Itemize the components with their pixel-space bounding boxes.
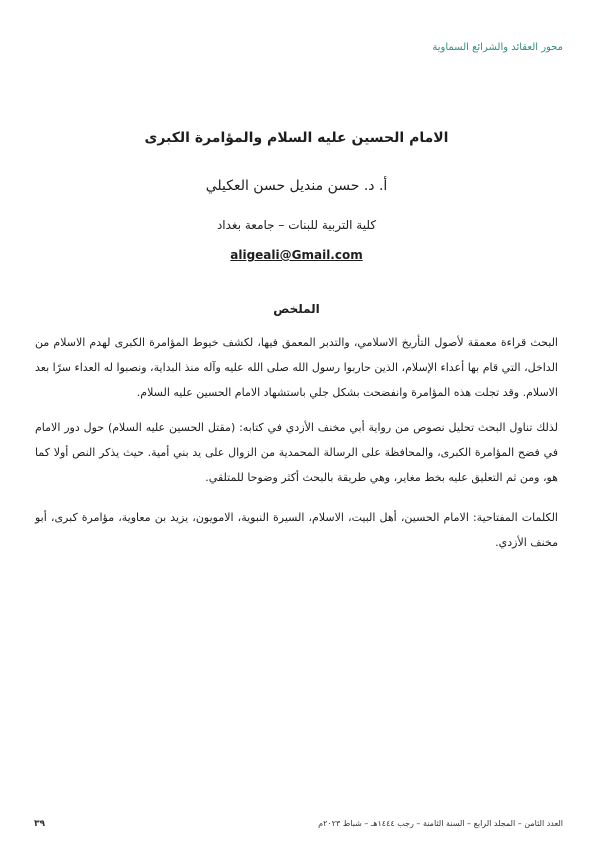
author-affiliation: كلية التربية للبنات – جامعة بغداد xyxy=(216,218,377,232)
abstract-paragraph-2 xyxy=(35,415,558,490)
running-head: محور العقائد والشرائع السماوية xyxy=(432,42,563,53)
abstract-heading: الملخص xyxy=(273,302,320,316)
author-email-link[interactable]: aligeali@Gmail.com xyxy=(230,248,363,262)
abstract-paragraph-1-text: البحث قراءة معمقة لأصول التأريخ الاسلامي، والتدبر المعمق فيها، لكشف خيوط المؤامرة الكبرى لهدم الاسلام من الداخل، التي قام بها أعداء الإسلام، الذين حاربوا رسول الله صلى الله عليه وآله منذ البداية، ونصبوا له العداء سرًا بعد الاسلام. وقد تجلت هذه المؤامرة وانفضحت بشكل جلي باستشهاد الامام الحسين عليه السلام. xyxy=(35,336,558,399)
author-name: أ. د. حسن منديل حسن العكيلي xyxy=(205,178,388,194)
abstract-paragraph-1 xyxy=(35,330,558,405)
keywords: الكلمات المفتاحية: الامام الحسين، أهل البيت، الاسلام، السيرة النبوية، الامويون، يزيد بن معاوية، مؤامرة كبرى، أبو مخنف الأزدي. xyxy=(35,511,558,549)
journal-footer: العدد الثامن – المجلد الرابع – السنة الثامنة – رجب ١٤٤٤هـ – شباط ٢٠٢٣م xyxy=(318,819,563,828)
paper-title: الامام الحسين عليه السلام والمؤامرة الكبرى xyxy=(144,130,449,146)
page-number: ٣٩ xyxy=(34,819,45,829)
abstract-paragraph-2-text: لذلك تناول البحث تحليل نصوص من رواية أبي مخنف الأزدي في كتابه: (مقتل الحسين عليه السلام) حول دور الامام في فضح المؤامرة الكبرى، والمحافظة على الرسالة المحمدية من الزوال على يد بني أمية. حيث يذكر النص أولا كما هو، ومن ثم التعليق عليه بخط مغاير، وهي طريقة بالبحث أكثر وضوحا للمتلقي. xyxy=(35,421,558,484)
author-email[interactable] xyxy=(0,248,593,262)
